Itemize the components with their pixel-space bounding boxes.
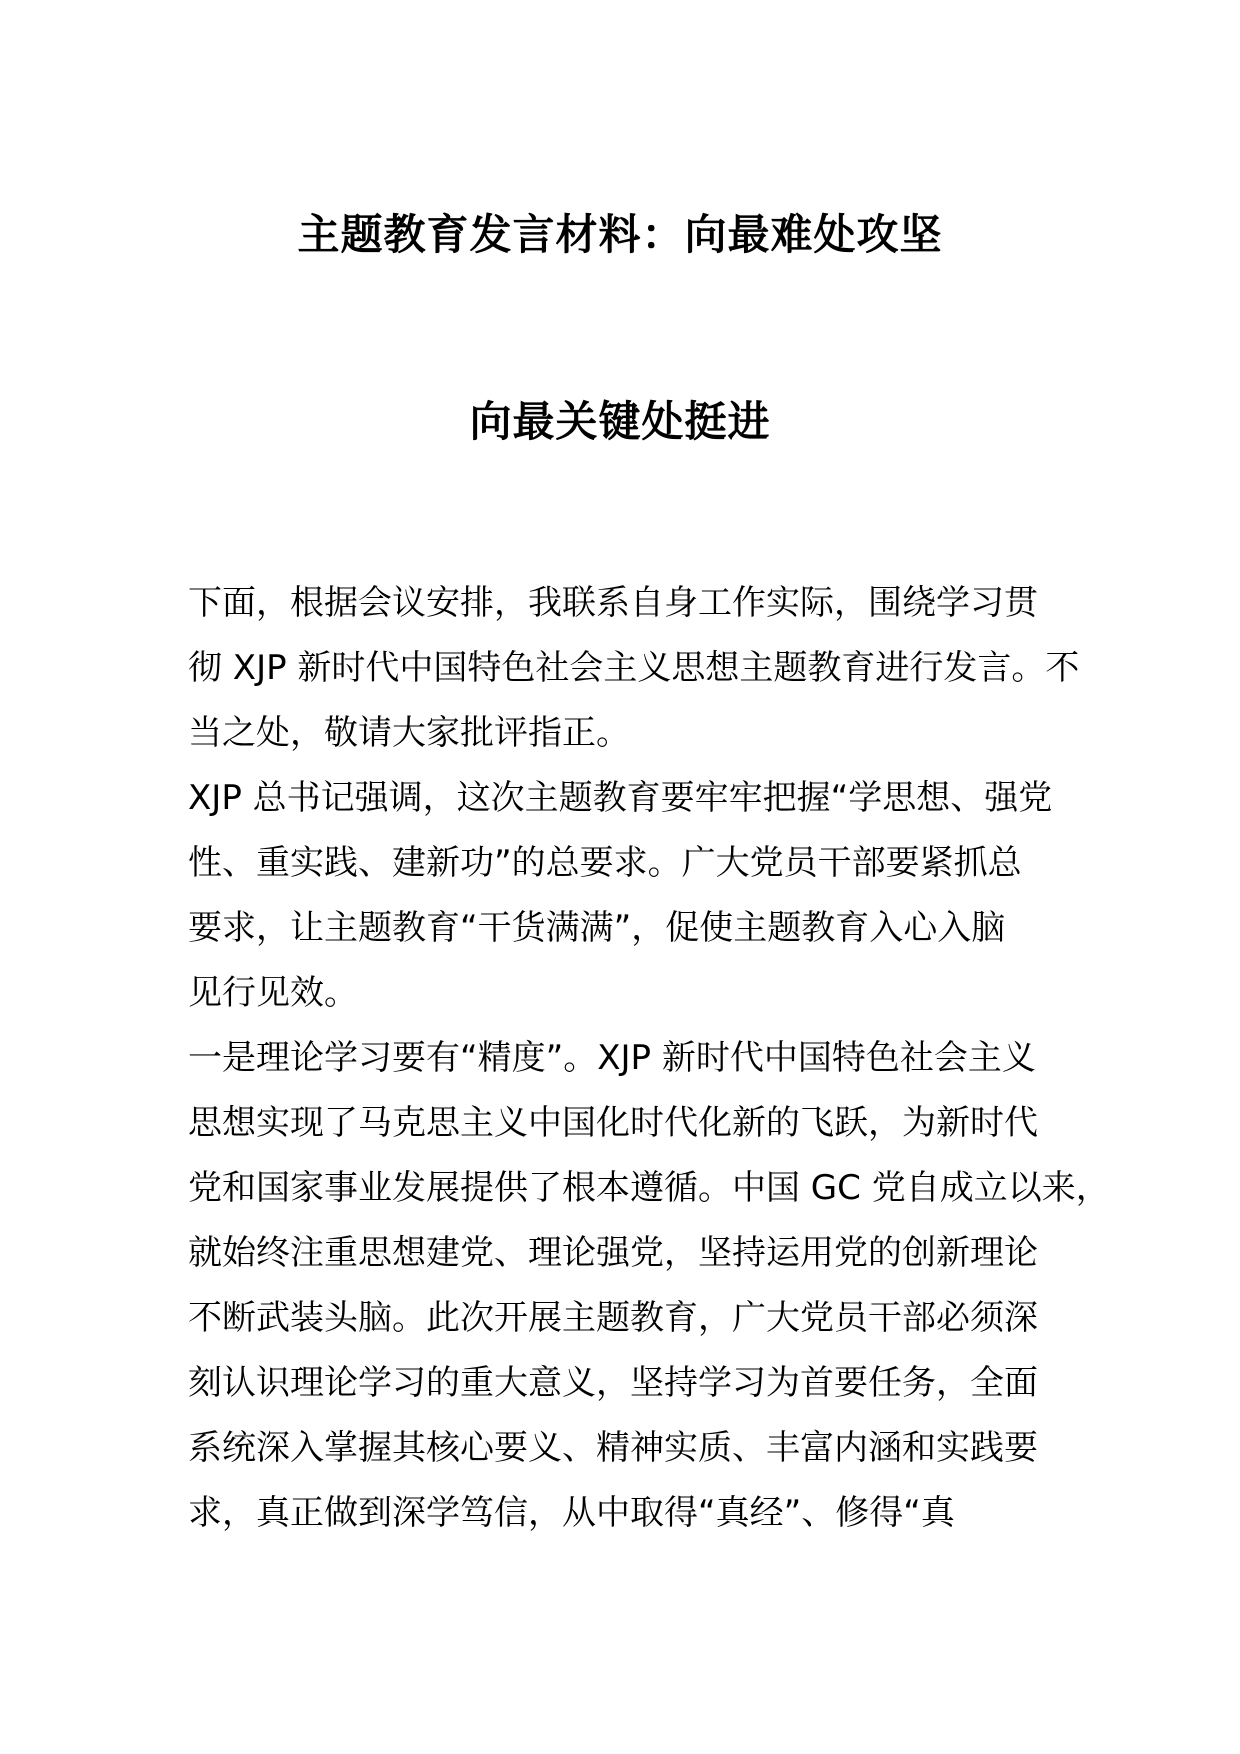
body-line: 不断武装头脑。此次开展主题教育，广大党员干部必须深 — [188, 1298, 1038, 1338]
body-line: 思想实现了马克思主义中国化时代化新的飞跃，为新时代 — [188, 1103, 1038, 1143]
body-line: 要求，让主题教育“干货满满”，促使主题教育入心入脑 — [188, 908, 1006, 948]
body-line: 就始终注重思想建党、理论强党，坚持运用党的创新理论 — [188, 1233, 1038, 1273]
body-line: 党和国家事业发展提供了根本遵循。中国 GC 党自成立以来， — [188, 1168, 1110, 1208]
body-line: XJP 总书记强调，这次主题教育要牢牢把握“学思想、强党 — [188, 778, 1053, 818]
body-line: 系统深入掌握其核心要义、精神实质、丰富内涵和实践要 — [188, 1428, 1038, 1468]
body-line: 当之处，敬请大家批评指正。 — [188, 713, 630, 753]
body-line: 下面，根据会议安排，我联系自身工作实际，围绕学习贯 — [188, 583, 1038, 623]
document-body — [188, 571, 1110, 1546]
body-line: 刻认识理论学习的重大意义，坚持学习为首要任务，全面 — [188, 1363, 1038, 1403]
body-line: 见行见效。 — [188, 973, 358, 1013]
body-line: 性、重实践、建新功”的总要求。广大党员干部要紧抓总 — [188, 843, 1022, 883]
body-line: 彻 XJP 新时代中国特色社会主义思想主题教育进行发言。不 — [188, 648, 1080, 688]
document-title-line-2: 向最关键处挺进 — [469, 397, 771, 446]
document-title-line-1: 主题教育发言材料：向最难处攻坚 — [297, 210, 943, 259]
body-line: 求，真正做到深学笃信，从中取得“真经”、修得“真 — [188, 1493, 955, 1533]
body-line: 一是理论学习要有“精度”。XJP 新时代中国特色社会主义 — [188, 1038, 1036, 1078]
